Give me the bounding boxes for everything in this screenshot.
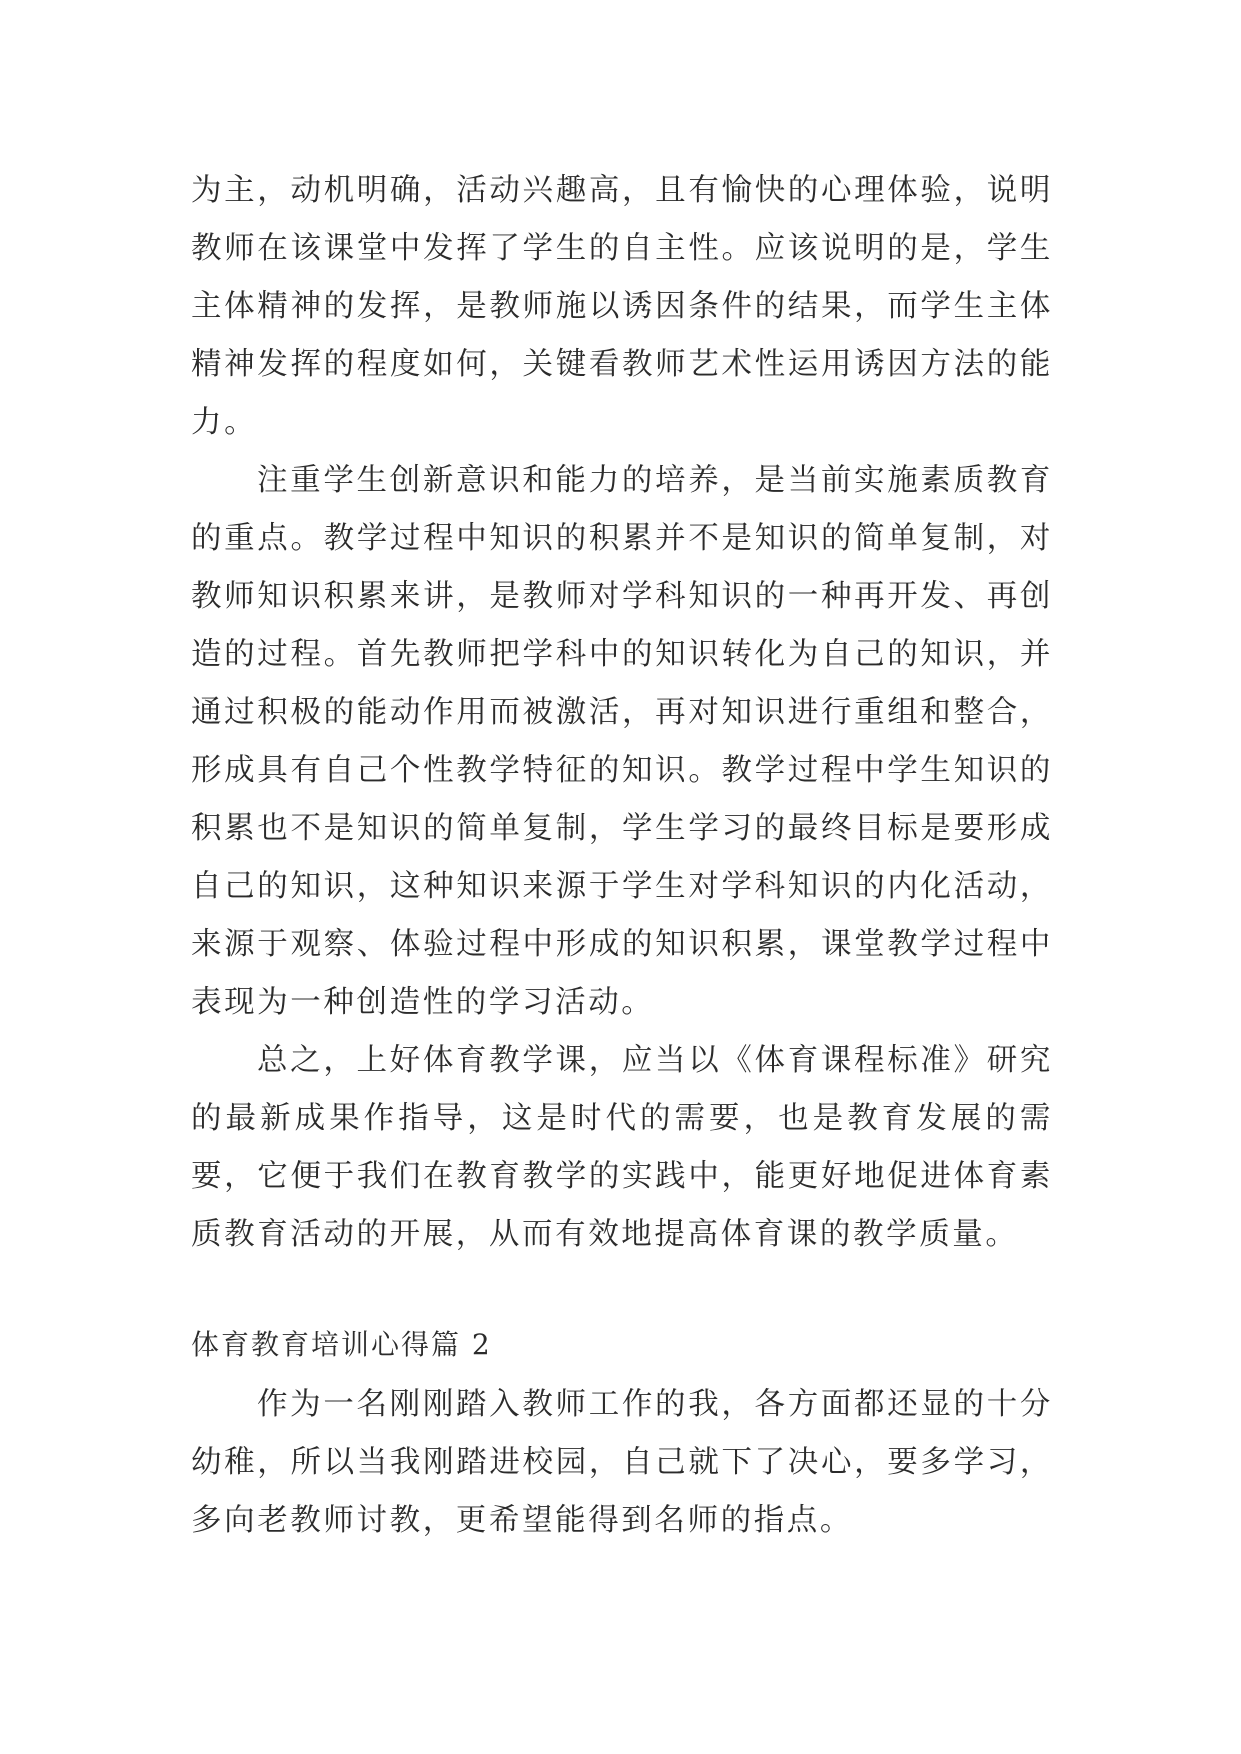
- paragraph-innovation: 注重学生创新意识和能力的培养，是当前实施素质教育的重点。教学过程中知识的积累并不是知识的简单复制，对教师知识积累来讲，是教师对学科知识的一种再开发、再创造的过程。首先教师把学科中的知识转化为自己的知识，并通过积极的能动作用而被激活，再对知识进行重组和整合，形成具有自己个性教学特征的知识。教学过程中学生知识的积累也不是知识的简单复制，学生学习的最终目标是要形成自己的知识，这种知识来源于学生对学科知识的内化活动，来源于观察、体验过程中形成的知识积累，课堂教学过程中表现为一种创造性的学习活动。: [191, 463, 1053, 1020]
- section-heading: 体育教育培训心得篇 2: [191, 1328, 492, 1361]
- paragraph-conclusion: 总之，上好体育教学课，应当以《体育课程标准》研究的最新成果作指导，这是时代的需要，也是教育发展的需要，它便于我们在教育教学的实践中，能更好地促进体育素质教育活动的开展，从而有效地提高体育课的教学质量。: [191, 1043, 1053, 1252]
- paragraph-continued: 为主，动机明确，活动兴趣高，且有愉快的心理体验，说明教师在该课堂中发挥了学生的自主性。应该说明的是，学生主体精神的发挥，是教师施以诱因条件的结果，而学生主体精神发挥的程度如何，关键看教师艺术性运用诱因方法的能力。: [191, 173, 1053, 440]
- paragraph-section-intro: 作为一名刚刚踏入教师工作的我，各方面都还显的十分幼稚，所以当我刚踏进校园，自己就下了决心，要多学习，多向老教师讨教，更希望能得到名师的指点。: [191, 1387, 1053, 1538]
